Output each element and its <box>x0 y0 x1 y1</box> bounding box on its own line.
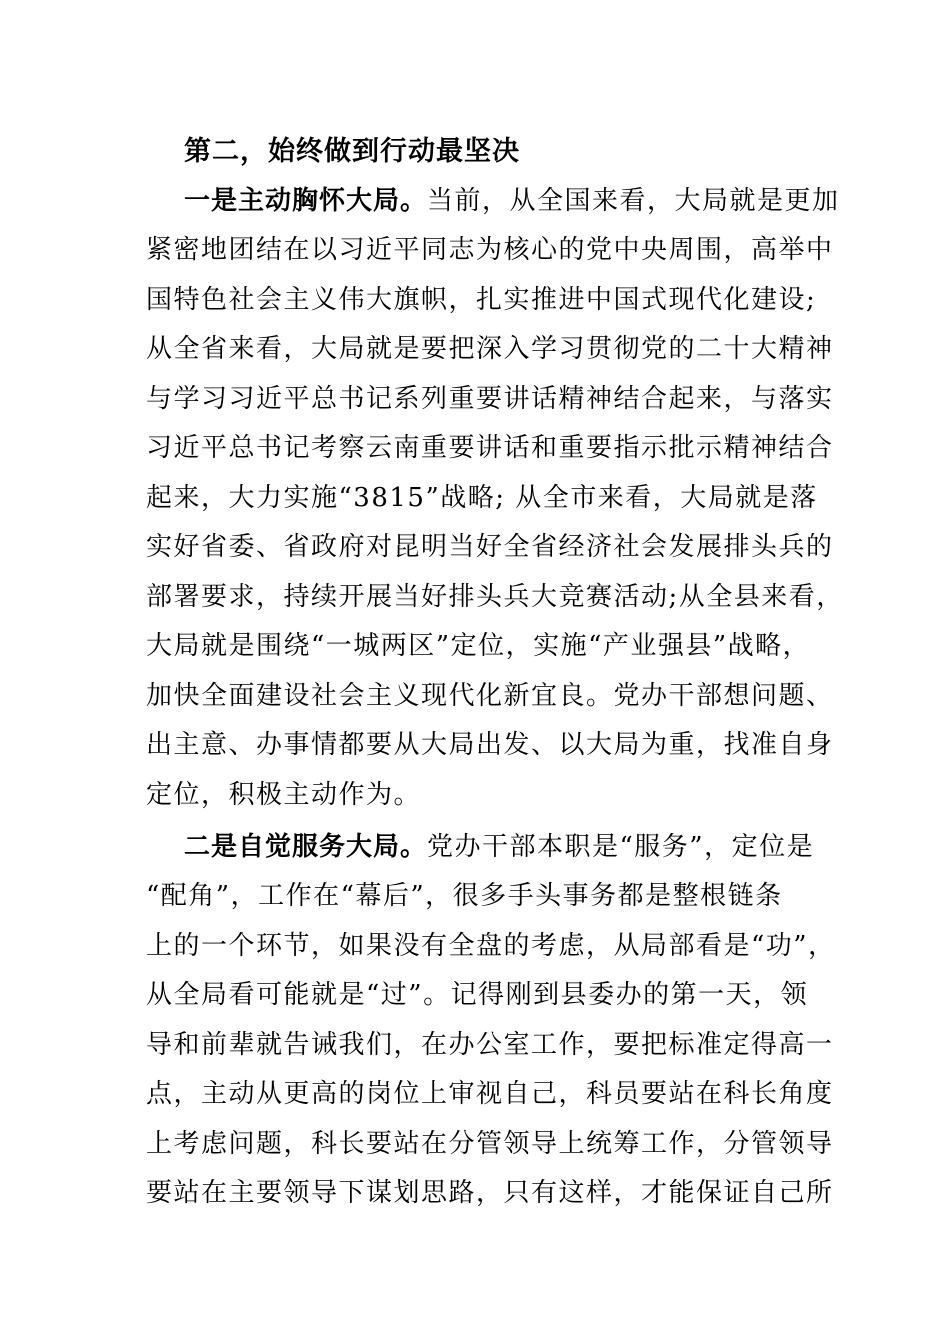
paragraph-1-line: 习近平总书记考察云南重要讲话和重要指示批示精神结合 <box>146 433 834 463</box>
section-heading: 第二，始终做到行动最坚决 <box>184 136 520 167</box>
paragraph-1-lead: 一是主动胸怀大局。 <box>184 186 428 216</box>
paragraph-2-first-line <box>184 823 814 871</box>
paragraph-2-first-line-text: 党办干部本职是“服务”，定位是 <box>427 832 815 862</box>
paragraph-1-line: 实好省委、省政府对昆明当好全省经济社会发展排头兵的 <box>146 532 834 562</box>
paragraph-2-line: 要站在主要领导下谋划思路，只有这样，才能保证自己所 <box>146 1178 834 1208</box>
paragraph-1-line: 起来，大力实施“3815”战略; 从全市来看，大局就是落 <box>146 483 818 513</box>
paragraph-1-line: 定位，积极主动作为。 <box>146 780 422 810</box>
paragraph-1-line: 加快全面建设社会主义现代化新宜良。党办干部想问题、 <box>146 681 834 711</box>
paragraph-1-first-line-text: 当前，从全国来看，大局就是更加 <box>427 186 840 216</box>
paragraph-1-line: 与学习习近平总书记系列重要讲话精神结合起来，与落实 <box>146 384 834 414</box>
paragraph-2-line: “配角”，工作在“幕后”，很多手头事务都是整根链条 <box>146 881 783 911</box>
paragraph-1-line: 部署要求，持续开展当好排头兵大竞赛活动;从全县来看， <box>146 582 844 612</box>
paragraph-1-line: 国特色社会主义伟大旗帜，扎实推进中国式现代化建设; <box>146 285 817 315</box>
paragraph-2-line: 点，主动从更高的岗位上审视自己，科员要站在科长角度 <box>146 1079 834 1109</box>
paragraph-2-line: 上考虑问题，科长要站在分管领导上统筹工作，分管领导 <box>146 1129 834 1159</box>
paragraph-2-lead: 二是自觉服务大局。 <box>184 832 428 862</box>
paragraph-2-line: 从全局看可能就是“过”。记得刚到县委办的第一天，领 <box>146 980 809 1010</box>
paragraph-2-line: 上的一个环节，如果没有全盘的考虑，从局部看是“功”， <box>146 931 836 961</box>
paragraph-1-line: 出主意、办事情都要从大局出发、以大局为重，找准自身 <box>146 730 834 760</box>
paragraph-2-line: 导和前辈就告诫我们，在办公室工作，要把标准定得高一 <box>146 1030 834 1060</box>
paragraph-1-line: 从全省来看，大局就是要把深入学习贯彻党的二十大精神 <box>146 334 834 364</box>
paragraph-1-first-line <box>184 177 840 225</box>
paragraph-1-line: 紧密地团结在以习近平同志为核心的党中央周围，高举中 <box>146 235 834 265</box>
paragraph-1-line: 大局就是围绕“一城两区”定位，实施“产业强县”战略， <box>146 631 811 661</box>
